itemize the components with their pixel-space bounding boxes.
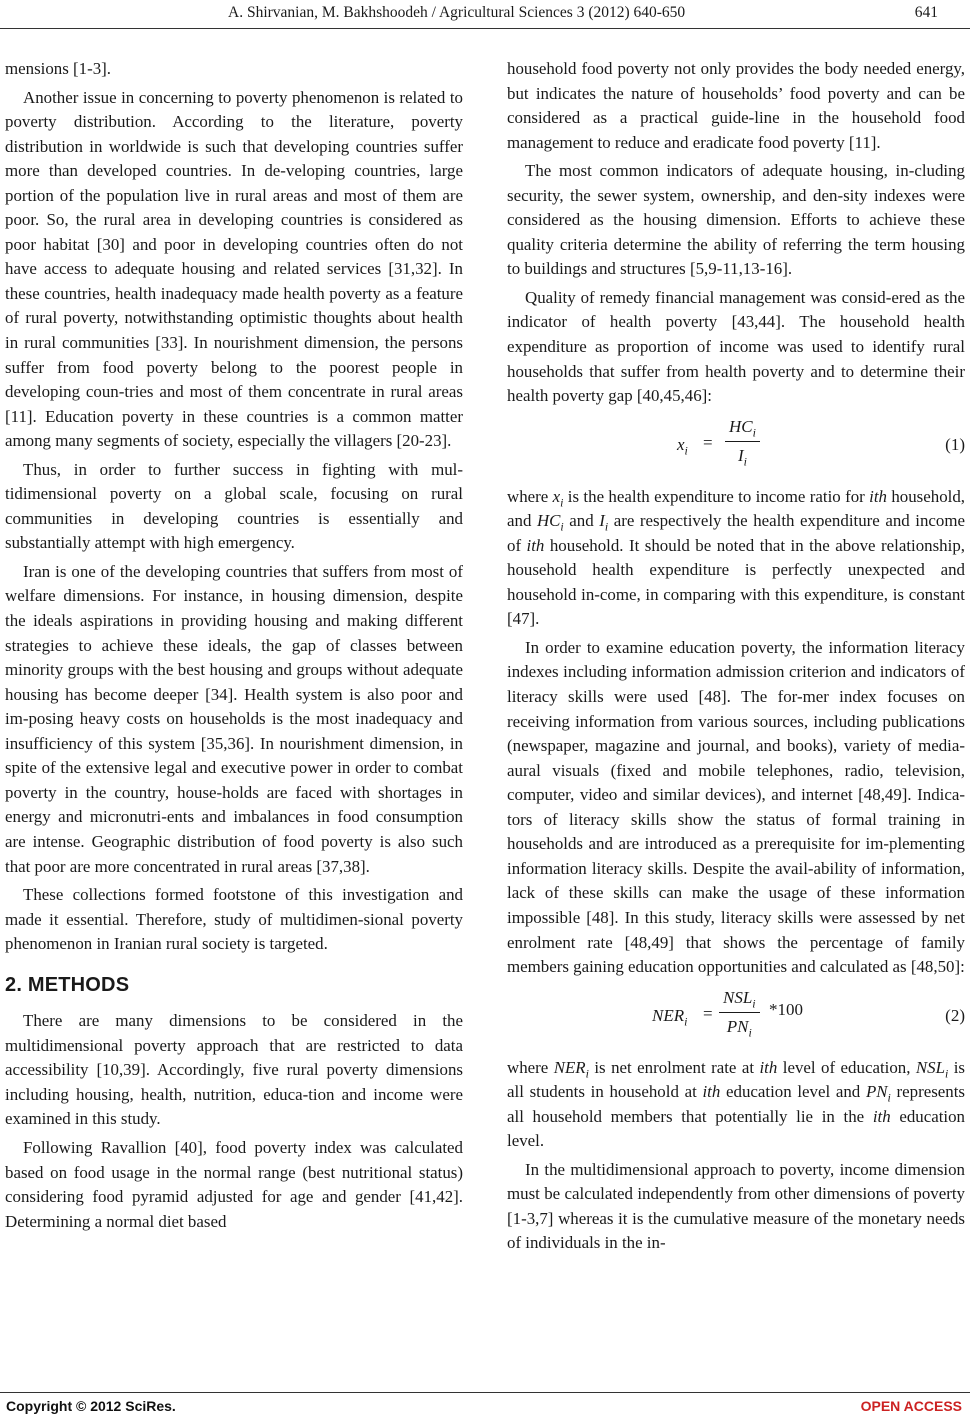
paragraph: There are many dimensions to be considered in the multidimensional poverty approach that are restricted to data accessibility [10,39]. Accordingly, five rural poverty dimensions including housing, health, nutrition, educa-tion and income were examined in this study. xyxy=(5,1011,463,1129)
paragraph: These collections formed footstone of this investigation and made it essential. Therefore, study of multidimen-sional poverty phenomenon in Iranian rural society is targeted. xyxy=(5,885,463,954)
running-header xyxy=(0,0,970,30)
paragraph: where $x_i$ is the health expenditure to income ratio for ith household, and $HC_i$ and $I_i$ are respectively the health expenditure and income of ith household. It should be noted that in the above relationship, household health expenditure is perfectly unexpected and household in-come, in comparing with this expenditure, is constant [47]. xyxy=(507,486,966,629)
fraction xyxy=(719,986,760,1040)
paragraph: Following Ravallion [40], food poverty index was calculated based on food usage in the normal range (best nutritional status) considering food pyramid adjusted for age and gender [41,42]. Determining a normal diet based xyxy=(5,1137,463,1231)
numerator: $HC_i$ xyxy=(725,415,760,443)
equation-lhs: $NER_i$ xyxy=(652,1005,688,1028)
numerator: $NSL_i$ xyxy=(719,986,760,1014)
left-column xyxy=(5,57,463,1238)
multiplier: *100 xyxy=(769,999,803,1019)
section-heading-methods: 2. METHODS xyxy=(5,973,130,996)
running-title: A. Shirvanian, M. Bakhshoodeh / Agricultural Sciences 3 (2012) 640-650 xyxy=(228,4,686,21)
paragraph: The most common indicators of adequate housing, in-cluding security, the sewer system, ownership, and den-sity indexes were considered as the housing dimension. Efforts to achieve these quality criteria determine the ability of referring the term housing to buildings and structures [5,9-11,13-16]. xyxy=(507,161,965,279)
equals-sign: = xyxy=(703,1003,713,1023)
equals-sign: = xyxy=(703,432,713,452)
paragraph: where $NER_i$ is net enrolment rate at ith level of education, $NSL_i$ is all students in household at ith education level and $PN_i$ represents all household members that potentially lie in the ith education level. xyxy=(507,1057,966,1151)
paragraph: mensions [1-3]. xyxy=(5,59,112,78)
page-number: 641 xyxy=(914,4,938,21)
header-rule xyxy=(0,28,970,29)
right-column xyxy=(507,57,965,1260)
open-access-label: OPEN ACCESS xyxy=(860,1398,962,1414)
equation-number: (2) xyxy=(945,1005,965,1025)
denominator: $I_i$ xyxy=(737,446,747,469)
paragraph: Thus, in order to further success in fighting with mul-tidimensional poverty on a global scale, focusing on rural communities in developing countries is essentially and substantially attempt with high emergency. xyxy=(5,459,463,553)
paragraph: In order to examine education poverty, the information literacy indexes including information admission criterion and indicators of literacy skills were used [48]. The for-mer index focuses on receiving information from various sources, including publications (newspaper, magazine and journal, and books), variety of media-aural visuals (fixed and mobile telephones, radio, television, computer, video and similar devices), and internet [48,49]. Indica-tors of literacy skills show the status of formal training in households and are introduced as a prerequisite for im-plementing information literacy skills. Despite the avail-ability of information, lack of these skills can make the usage of these information impossible [48]. In this study, literacy skills were assessed by net enrolment rate [48,49] that shows the percentage of family members gaining education opportunities and calculated as [48,50]: xyxy=(507,637,965,977)
page-footer xyxy=(0,1392,970,1417)
paragraph: Another issue in concerning to poverty phenomenon is related to poverty distribution. According to the literature, poverty distribution in worldwide is such that developing countries suffer more than developed countries. In de-veloping countries, large portion of the population live in rural areas and most of them are poor. So, the rural area in developing countries is considered as poor habitat [30] and poor in developing countries often do not have access to adequate housing and related services [31,32]. In these countries, health inadequacy made health poverty as a feature of rural poverty, notwithstanding optimistic thoughts about health in rural communities [33]. In nourishment dimension, the persons suffer from food poverty belong to the poorest people in developing coun-tries and most of them concentrate in rural areas [11]. Education poverty in these countries is a common matter among many segments of society, especially the villagers [20-23]. xyxy=(5,87,463,451)
paragraph: In the multidimensional approach to poverty, income dimension must be calculated independently from other dimensions of poverty [1-3,7] whereas it is the cumulative measure of the monetary needs of individuals in the in- xyxy=(507,1159,965,1253)
paragraph: Quality of remedy financial management was consid-ered as the indicator of health poverty [43,44]. The household health expenditure as proportion of income was used to identify rural households that suffer from health poverty and to determine their health poverty gap [40,45,46]: xyxy=(507,287,965,406)
paragraph: Iran is one of the developing countries that suffers from most of welfare dimensions. For instance, in housing dimension, despite the ideals aspirations in providing housing and making different strategies to achieve these ideals, the gap of classes between minority groups with the best housing and groups without adequate housing has become deeper [34]. Health system is also poor and im-posing heavy costs on households is the most inadequacy and insufficiency of this system [35,36]. In nourishment dimension, in spite of the extensive legal and executive power in order to combat poverty in the country, house-holds are faced with shortages in energy and micronutri-ents and imbalances in food consumption are intense. Geographic distribution of food poverty is also such that poor are more concentrated in rural areas [37,38]. xyxy=(5,561,463,876)
paragraph: household food poverty not only provides the body needed energy, but indicates the nature of households’ food poverty and can be considered as a practical guide-line in the household food management to reduce and eradicate food poverty [11]. xyxy=(507,59,965,152)
equation-2 xyxy=(507,986,965,1048)
equation-lhs: $x_i$ xyxy=(677,434,688,458)
copyright-notice: Copyright © 2012 SciRes. xyxy=(6,1398,176,1414)
equation-number: (1) xyxy=(945,434,965,454)
fraction xyxy=(725,415,760,469)
denominator: $PN_i$ xyxy=(726,1017,752,1040)
footer-rule xyxy=(0,1392,970,1393)
equation-1 xyxy=(507,415,965,477)
